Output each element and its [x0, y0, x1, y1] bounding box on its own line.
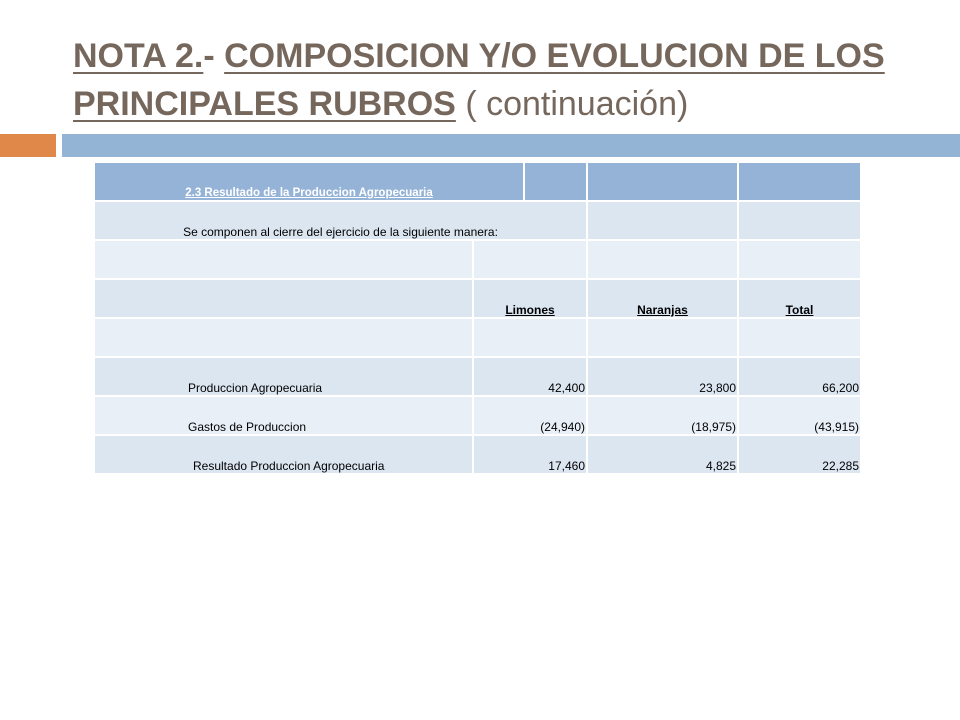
table-cell-empty	[95, 241, 472, 278]
title-line-2	[73, 80, 885, 128]
row-label: Gastos de Produccion	[95, 397, 472, 434]
table-cell-empty	[525, 163, 586, 200]
row-value-naranjas: (18,975)	[588, 397, 737, 434]
table-cell-empty	[739, 202, 860, 239]
table-cell-empty	[588, 163, 737, 200]
column-header-label: Limones	[505, 303, 555, 317]
table-section-title-cell	[95, 163, 523, 200]
table-cell-empty	[588, 319, 737, 356]
accent-bar-blue	[62, 134, 960, 157]
title-dash: -	[203, 37, 215, 75]
table-cell-empty	[739, 163, 860, 200]
column-header-label: Total	[785, 303, 814, 317]
title-line-1	[73, 32, 885, 80]
column-header-limones	[474, 280, 586, 317]
row-value-limones: 17,460	[474, 436, 586, 473]
table-cell-empty	[739, 241, 860, 278]
row-value-total: (43,915)	[739, 397, 860, 434]
row-value-naranjas: 4,825	[588, 436, 737, 473]
row-value-naranjas: 23,800	[588, 358, 737, 395]
column-header-total	[739, 280, 860, 317]
column-header-naranjas	[588, 280, 737, 317]
row-value-total: 66,200	[739, 358, 860, 395]
title-heading-part-1: COMPOSICION Y/O EVOLUCION DE LOS	[224, 37, 885, 75]
table-section-title: 2.3 Resultado de la Produccion Agropecuaria	[185, 187, 433, 199]
title-continuation: ( continuación)	[465, 85, 689, 123]
row-value-total: 22,285	[739, 436, 860, 473]
title-heading-part-2: PRINCIPALES RUBROS	[73, 85, 456, 123]
table-cell-empty	[474, 319, 586, 356]
table-intro-text: Se componen al cierre del ejercicio de la siguiente manera:	[183, 225, 498, 239]
results-table	[95, 163, 860, 473]
table-cell-empty	[588, 241, 737, 278]
accent-bar-orange	[0, 134, 56, 157]
table-cell-empty	[474, 241, 586, 278]
table-cell-empty	[588, 202, 737, 239]
title-note-label: NOTA 2.	[73, 37, 204, 75]
table-cell-empty	[95, 319, 472, 356]
slide-title	[73, 32, 885, 128]
row-value-limones: (24,940)	[474, 397, 586, 434]
table-cell-empty	[739, 319, 860, 356]
row-value-limones: 42,400	[474, 358, 586, 395]
column-header-label: Naranjas	[637, 303, 688, 317]
row-label: Produccion Agropecuaria	[95, 358, 472, 395]
table-cell-empty	[95, 280, 472, 317]
table-intro-cell	[95, 202, 586, 239]
row-label: Resultado Produccion Agropecuaria	[95, 436, 472, 473]
